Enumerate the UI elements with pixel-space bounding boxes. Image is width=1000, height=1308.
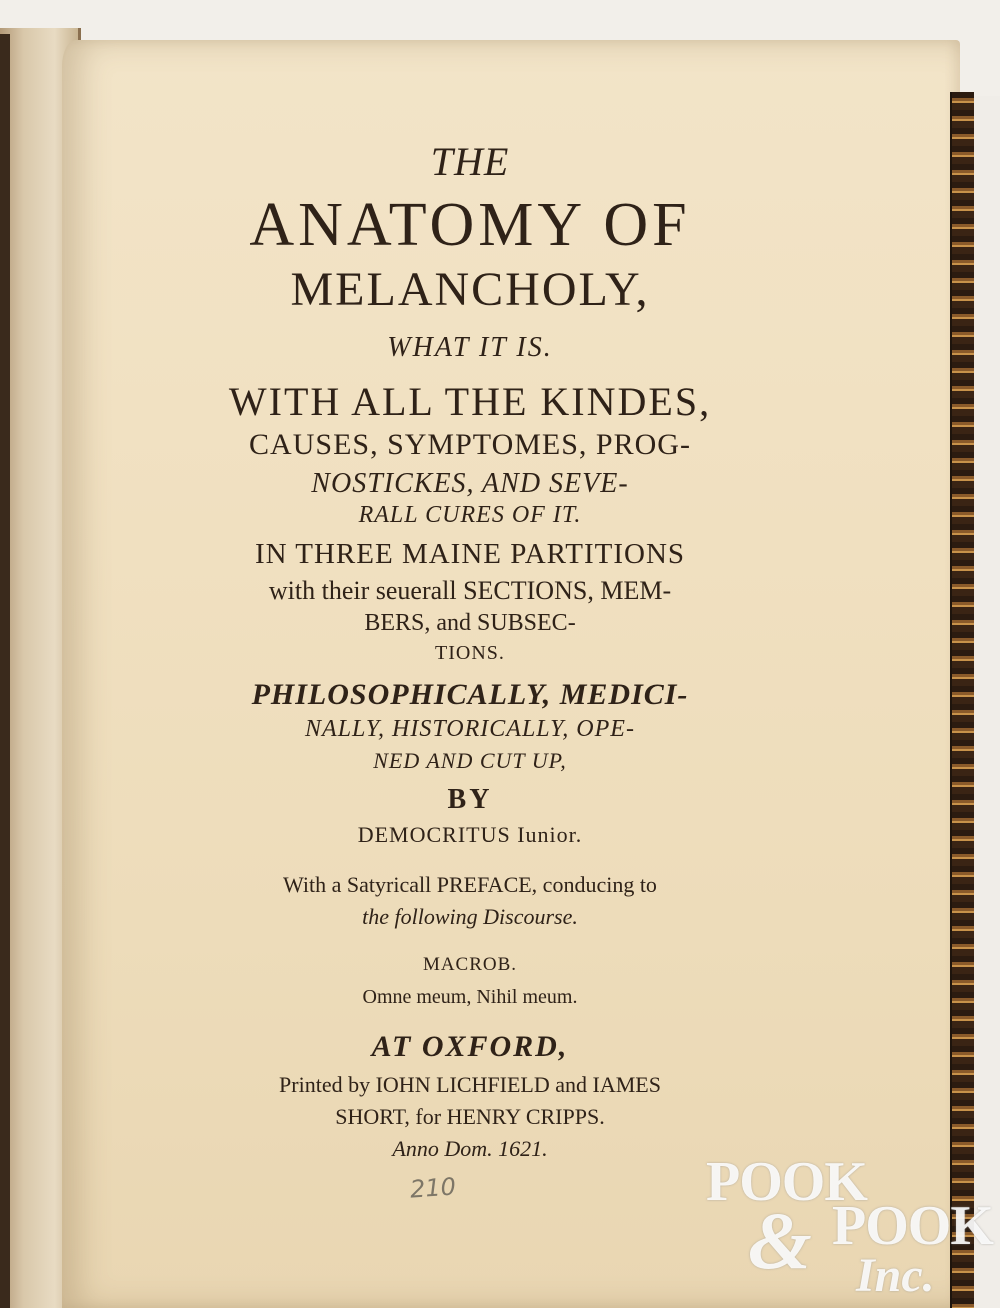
watermark-suffix: Inc. <box>856 1249 935 1302</box>
subtitle-kindes: WITH ALL THE KINDES, <box>228 379 712 424</box>
imprint-place: AT OXFORD, <box>371 1030 569 1063</box>
decorated-fore-edge <box>950 92 974 1308</box>
title-anatomy: ANATOMY OF <box>249 191 691 259</box>
title-the: THE <box>430 139 510 184</box>
subtitle-cures: RALL CURES OF IT. <box>358 502 582 528</box>
partitions-line-3: BERS, and SUBSEC- <box>364 610 576 636</box>
by-line: BY <box>447 784 493 815</box>
left-cover-edge <box>0 34 10 1308</box>
author-line: DEMOCRITUS Iunior. <box>357 822 583 847</box>
imprint-bookseller: SHORT, for HENRY CRIPPS. <box>335 1104 605 1129</box>
right-backdrop <box>972 96 1000 1308</box>
imprint-date: Anno Dom. 1621. <box>392 1136 548 1161</box>
imprint-printers: Printed by IOHN LICHFIELD and IAMES <box>279 1072 661 1097</box>
discourse-line: the following Discourse. <box>362 904 578 929</box>
subtitle-prognostickes: NOSTICKES, AND SEVE- <box>311 468 629 499</box>
philosophically-line: PHILOSOPHICALLY, MEDICI- <box>251 678 689 711</box>
partitions-heading: IN THREE MAINE PARTITIONS <box>254 538 686 570</box>
historically-line: NALLY, HISTORICALLY, OPE- <box>305 716 635 742</box>
title-melancholy: MELANCHOLY, <box>290 263 650 316</box>
macrob-line: MACROB. <box>422 954 518 975</box>
partitions-line-2: with their seuerall SECTIONS, MEM- <box>268 576 672 605</box>
watermark-word-2: POOK <box>832 1195 993 1257</box>
pencil-annotation: 210 <box>409 1172 457 1204</box>
motto-line: Omne meum, Nihil meum. <box>362 986 578 1008</box>
watermark-word-1: POOK <box>706 1151 867 1213</box>
subtitle-what-it-is: WHAT IT IS. <box>387 332 553 363</box>
watermark-ampersand: & <box>748 1195 812 1286</box>
cut-up-line: NED AND CUT UP, <box>373 748 567 773</box>
preface-line: With a Satyricall PREFACE, conducing to <box>283 872 657 897</box>
pook-and-pook-watermark <box>702 1150 992 1300</box>
partitions-line-4: TIONS. <box>435 642 505 664</box>
subtitle-causes: CAUSES, SYMPTOMES, PROG- <box>249 428 691 461</box>
